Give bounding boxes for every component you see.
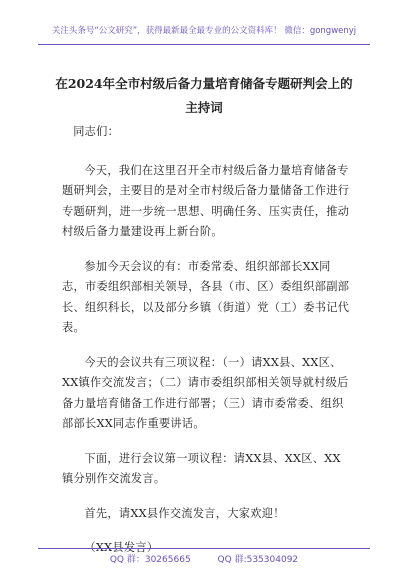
footer-qq-group-2: QQ 群:535304092 [217, 555, 299, 565]
paragraph-attendees: 参加今天会议的有：市委常委、组织部部长XX同志，市委组织部相关领导，各县（市、区）委组织部副部长、组织科长，以及部分乡镇（街道）党（工）委书记代表。 [62, 259, 350, 334]
paragraph-welcome: 首先，请XX县作交流发言，大家欢迎！ [84, 506, 285, 520]
document-title: 在2024年全市村级后备力量培育储备专题研判会上的主持词 [55, 76, 353, 115]
paragraph-agenda: 今天的会议共有三项议程：（一）请XX县、XX区、XX镇作交流发言；（二）请市委组织部相关领导就村级后备力量培育储备工作进行部署；（三）请市委常委、组织部部长XX同志作重要讲话。 [62, 355, 349, 430]
salutation: 同志们： [73, 125, 120, 138]
footer-divider [38, 548, 370, 549]
footer [0, 552, 408, 565]
document-body [62, 122, 352, 573]
header-banner: 关注头条号“公文研究”，获得最新最全最专业的公文资料库！ 微信：gongwenyj [51, 26, 357, 36]
paragraph-intro: 今天，我们在这里召开全市村级后备力量培育储备专题研判会，主要目的是对全市村级后备力量储备工作进行专题研判，进一步统一思想、明确任务、压实责任，推动村级后备力量建设再上新台阶。 [62, 163, 350, 238]
paragraph-first-item: 下面，进行会议第一项议程：请XX县、XX区、XX镇分别作交流发言。 [62, 451, 341, 485]
footer-qq-group-1: QQ 群：30265665 [109, 555, 191, 565]
header-divider [38, 44, 370, 45]
paragraph-speaker-note: （XX县发言） [84, 541, 159, 554]
